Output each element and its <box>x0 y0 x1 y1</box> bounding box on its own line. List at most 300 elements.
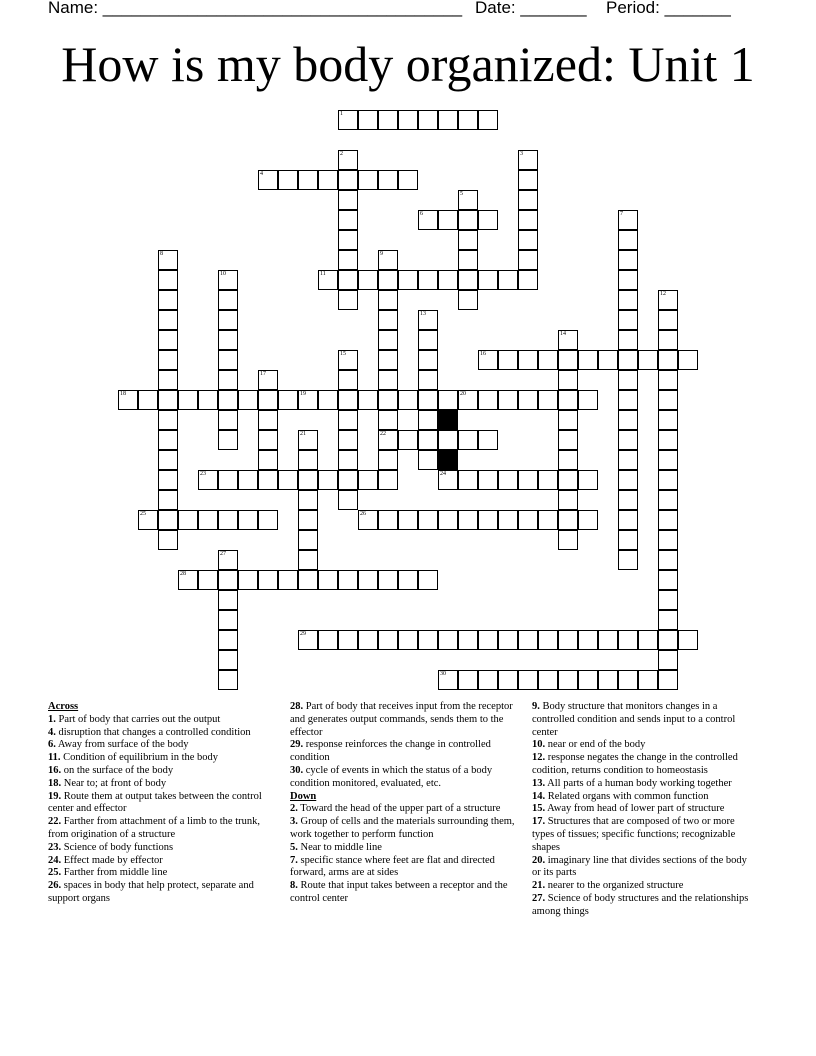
crossword-cell[interactable] <box>158 530 178 550</box>
crossword-cell[interactable] <box>658 370 678 390</box>
crossword-cell[interactable] <box>218 590 238 610</box>
crossword-cell[interactable] <box>618 510 638 530</box>
crossword-cell[interactable] <box>158 470 178 490</box>
crossword-cell[interactable] <box>498 630 518 650</box>
clue-number: 2 <box>340 151 343 157</box>
crossword-cell[interactable] <box>618 430 638 450</box>
crossword-cell[interactable] <box>558 490 578 510</box>
crossword-cell[interactable] <box>538 350 558 370</box>
crossword-cell[interactable] <box>498 670 518 690</box>
clue-down-2 <box>290 803 518 816</box>
crossword-cell[interactable] <box>158 450 178 470</box>
crossword-cell[interactable] <box>578 350 598 370</box>
crossword-cell[interactable] <box>218 310 238 330</box>
crossword-cell[interactable] <box>558 410 578 430</box>
crossword-cell[interactable] <box>618 470 638 490</box>
crossword-cell[interactable] <box>158 510 178 530</box>
clue-across-30 <box>290 765 518 791</box>
crossword-cell[interactable] <box>578 670 598 690</box>
crossword-cell[interactable] <box>658 530 678 550</box>
crossword-cell[interactable] <box>378 510 398 530</box>
crossword-cell[interactable] <box>378 390 398 410</box>
crossword-cell[interactable] <box>418 450 438 470</box>
crossword-cell[interactable] <box>458 110 478 130</box>
crossword-cell[interactable] <box>658 630 678 650</box>
crossword-cell[interactable] <box>378 410 398 430</box>
crossword-cell[interactable] <box>378 310 398 330</box>
clue-text: Near to middle line <box>297 841 382 853</box>
crossword-cell[interactable] <box>218 470 238 490</box>
crossword-cell[interactable] <box>558 390 578 410</box>
crossword-cell[interactable] <box>398 510 418 530</box>
crossword-cell[interactable] <box>578 630 598 650</box>
crossword-cell[interactable] <box>458 510 478 530</box>
crossword-cell[interactable] <box>238 390 258 410</box>
crossword-cell[interactable] <box>618 230 638 250</box>
crossword-cell[interactable] <box>458 250 478 270</box>
crossword-cell[interactable] <box>418 110 438 130</box>
crossword-cell[interactable] <box>378 630 398 650</box>
crossword-cell[interactable] <box>538 390 558 410</box>
clue-number: 4 <box>260 171 263 177</box>
clue-number: 9 <box>380 251 383 257</box>
crossword-cell[interactable] <box>558 470 578 490</box>
crossword-cell[interactable] <box>338 410 358 430</box>
crossword-cell[interactable] <box>358 170 378 190</box>
crossword-cell[interactable] <box>358 470 378 490</box>
crossword-cell[interactable] <box>618 290 638 310</box>
crossword-cell[interactable] <box>338 270 358 290</box>
clue-text: Toward the head of the upper part of a structure <box>297 803 501 815</box>
crossword-cell[interactable] <box>578 390 598 410</box>
crossword-cell[interactable] <box>658 490 678 510</box>
crossword-cell[interactable] <box>478 470 498 490</box>
crossword-cell[interactable] <box>218 410 238 430</box>
clue-text: Route them at output takes between the control center and effector <box>48 790 262 815</box>
clue-text: All parts of a human body working together <box>545 777 732 789</box>
crossword-cell[interactable] <box>218 650 238 670</box>
clue-number-label: 19. <box>48 790 62 802</box>
crossword-cell[interactable] <box>658 450 678 470</box>
crossword-cell[interactable] <box>338 470 358 490</box>
crossword-cell[interactable] <box>538 670 558 690</box>
clue-across-22 <box>48 816 276 842</box>
crossword-cell[interactable] <box>318 170 338 190</box>
crossword-cell[interactable] <box>218 570 238 590</box>
crossword-cell[interactable] <box>458 670 478 690</box>
crossword-cell[interactable] <box>318 570 338 590</box>
crossword-cell[interactable] <box>218 370 238 390</box>
crossword-cell[interactable] <box>198 570 218 590</box>
page-title: How is my body organized: Unit 1 <box>61 36 755 92</box>
clue-text: response negates the change in the controlled codition, returns condition to homeostasis <box>532 752 738 776</box>
crossword-cell[interactable] <box>518 630 538 650</box>
crossword-cell[interactable] <box>618 310 638 330</box>
crossword-cell[interactable] <box>558 510 578 530</box>
crossword-cell[interactable] <box>218 390 238 410</box>
crossword-cell[interactable] <box>258 430 278 450</box>
crossword-cell[interactable] <box>398 570 418 590</box>
crossword-cell[interactable] <box>278 390 298 410</box>
crossword-cell[interactable] <box>258 470 278 490</box>
clue-number-label: 21. <box>532 880 546 892</box>
crossword-cell[interactable] <box>658 390 678 410</box>
crossword-cell[interactable] <box>458 430 478 450</box>
crossword-cell[interactable] <box>338 170 358 190</box>
crossword-cell[interactable] <box>658 410 678 430</box>
crossword-cell[interactable] <box>418 390 438 410</box>
crossword-cell[interactable] <box>418 270 438 290</box>
crossword-cell[interactable] <box>218 630 238 650</box>
crossword-cell[interactable] <box>158 410 178 430</box>
crossword-cell[interactable] <box>478 510 498 530</box>
crossword-cell[interactable] <box>158 370 178 390</box>
crossword-cell[interactable] <box>438 210 458 230</box>
clue-number-label: 8. <box>290 880 298 892</box>
clue-number: 28 <box>180 571 186 577</box>
clue-number-label: 15. <box>532 803 546 815</box>
crossword-cell[interactable] <box>258 510 278 530</box>
crossword-cell[interactable] <box>618 330 638 350</box>
clue-text: spaces in body that help protect, separate and support organs <box>48 880 254 904</box>
crossword-cell[interactable] <box>298 450 318 470</box>
crossword-cell[interactable] <box>198 510 218 530</box>
crossword-cell[interactable] <box>358 110 378 130</box>
clue-across-29 <box>290 739 518 765</box>
crossword-cell[interactable] <box>478 670 498 690</box>
clue-number: 30 <box>440 671 446 677</box>
crossword-cell[interactable] <box>158 430 178 450</box>
crossword-cell[interactable] <box>478 270 498 290</box>
crossword-cell[interactable] <box>398 170 418 190</box>
crossword-cell[interactable] <box>198 390 218 410</box>
crossword-cell[interactable] <box>378 450 398 470</box>
clue-number: 13 <box>420 311 426 317</box>
crossword-cell[interactable] <box>358 390 378 410</box>
clue-number-label: 1. <box>48 713 56 725</box>
crossword-cell[interactable] <box>658 350 678 370</box>
crossword-cell[interactable] <box>638 630 658 650</box>
clue-text: Near to; at front of body <box>61 777 167 789</box>
crossword-cell[interactable] <box>658 430 678 450</box>
crossword-cell[interactable] <box>478 390 498 410</box>
crossword-cell[interactable] <box>478 110 498 130</box>
crossword-cell[interactable] <box>338 370 358 390</box>
crossword-cell[interactable] <box>158 270 178 290</box>
crossword-cell[interactable] <box>258 390 278 410</box>
crossword-cell[interactable] <box>378 350 398 370</box>
crossword-cell[interactable] <box>338 630 358 650</box>
crossword-cell[interactable] <box>658 570 678 590</box>
crossword-cell[interactable] <box>338 390 358 410</box>
crossword-cell[interactable] <box>458 230 478 250</box>
crossword-cell[interactable] <box>358 570 378 590</box>
crossword-cell[interactable] <box>438 110 458 130</box>
crossword-cell[interactable] <box>338 430 358 450</box>
crossword-cell[interactable] <box>578 470 598 490</box>
crossword-cell[interactable] <box>158 330 178 350</box>
crossword-cell[interactable] <box>638 350 658 370</box>
crossword-cell[interactable] <box>458 630 478 650</box>
crossword-cell[interactable] <box>298 530 318 550</box>
crossword-cell[interactable] <box>218 510 238 530</box>
crossword-cell[interactable] <box>478 430 498 450</box>
crossword-cell[interactable] <box>438 510 458 530</box>
clue-across-23 <box>48 842 276 855</box>
clue-text: Away from head of lower part of structure <box>545 803 725 815</box>
clue-down-8 <box>290 880 518 906</box>
crossword-cell[interactable] <box>618 410 638 430</box>
crossword-cell[interactable] <box>618 490 638 510</box>
crossword-cell[interactable] <box>518 390 538 410</box>
clue-number-label: 24. <box>48 854 62 866</box>
clues-column-2 <box>290 701 518 906</box>
clue-text: Farther from middle line <box>61 867 168 879</box>
crossword-cell[interactable] <box>658 330 678 350</box>
clue-number: 29 <box>300 631 306 637</box>
clue-across-11 <box>48 752 276 765</box>
crossword-cell[interactable] <box>438 430 458 450</box>
crossword-cell[interactable] <box>518 670 538 690</box>
crossword-cell[interactable] <box>498 350 518 370</box>
crossword-cell[interactable] <box>558 350 578 370</box>
crossword-cell[interactable] <box>258 410 278 430</box>
crossword-cell[interactable] <box>618 450 638 470</box>
crossword-cell[interactable] <box>478 210 498 230</box>
clue-number-label: 6. <box>48 739 56 751</box>
crossword-cell[interactable] <box>398 630 418 650</box>
crossword-cell[interactable] <box>158 350 178 370</box>
crossword-cell[interactable] <box>178 510 198 530</box>
crossword-cell[interactable] <box>418 570 438 590</box>
clue-number: 5 <box>460 191 463 197</box>
crossword-cell[interactable] <box>578 510 598 530</box>
crossword-cell[interactable] <box>658 650 678 670</box>
crossword-cell[interactable] <box>378 370 398 390</box>
crossword-cell[interactable] <box>398 390 418 410</box>
crossword-cell[interactable] <box>298 570 318 590</box>
crossword-cell[interactable] <box>378 110 398 130</box>
crossword-cell[interactable] <box>278 170 298 190</box>
crossword-cell[interactable] <box>258 450 278 470</box>
crossword-cell[interactable] <box>518 190 538 210</box>
clue-text: Structures that are composed of two or more types of tissues; specific functions; recognizable shapes <box>532 816 736 853</box>
crossword-cell[interactable] <box>178 390 198 410</box>
crossword-cell[interactable] <box>638 670 658 690</box>
crossword-cell[interactable] <box>298 470 318 490</box>
crossword-cell[interactable] <box>498 390 518 410</box>
clue-down-14 <box>532 791 754 804</box>
crossword-cell[interactable] <box>478 630 498 650</box>
crossword-cell[interactable] <box>158 290 178 310</box>
crossword-cell[interactable] <box>238 570 258 590</box>
crossword-cell[interactable] <box>358 270 378 290</box>
crossword-cell[interactable] <box>318 470 338 490</box>
crossword-cell[interactable] <box>398 430 418 450</box>
crossword-cell[interactable] <box>658 310 678 330</box>
crossword-cell[interactable] <box>538 470 558 490</box>
crossword-cell[interactable] <box>158 390 178 410</box>
crossword-cell[interactable] <box>538 630 558 650</box>
crossword-cell[interactable] <box>218 330 238 350</box>
clue-number-label: 9. <box>532 701 540 712</box>
crossword-cell[interactable] <box>598 630 618 650</box>
crossword-cell[interactable] <box>518 350 538 370</box>
clue-number: 14 <box>560 331 566 337</box>
crossword-cell[interactable] <box>338 570 358 590</box>
crossword-cell[interactable] <box>378 290 398 310</box>
clue-number-label: 18. <box>48 777 62 789</box>
crossword-cell[interactable] <box>418 630 438 650</box>
clue-number: 7 <box>620 211 623 217</box>
crossword-cell[interactable] <box>678 350 698 370</box>
crossword-cell[interactable] <box>498 510 518 530</box>
crossword-cell[interactable] <box>658 590 678 610</box>
clue-across-26 <box>48 880 276 906</box>
crossword-cell[interactable] <box>278 570 298 590</box>
crossword-cell[interactable] <box>658 670 678 690</box>
crossword-cell[interactable] <box>518 270 538 290</box>
crossword-cell[interactable] <box>438 630 458 650</box>
crossword-cell[interactable] <box>458 470 478 490</box>
crossword-cell[interactable] <box>418 410 438 430</box>
clue-text: response reinforces the change in controlled condition <box>290 739 491 764</box>
crossword-cell[interactable] <box>458 210 478 230</box>
clue-number: 22 <box>380 431 386 437</box>
clue-text: Body structure that monitors changes in a controlled condition and sends input to a control center <box>532 701 736 738</box>
crossword-cell[interactable] <box>558 670 578 690</box>
crossword-cell[interactable] <box>338 450 358 470</box>
clues-column-1 <box>48 701 276 906</box>
crossword-cell[interactable] <box>278 470 298 490</box>
clue-number: 18 <box>120 391 126 397</box>
clue-number-label: 30. <box>290 764 304 776</box>
clue-down-9 <box>532 701 754 739</box>
crossword-cell[interactable] <box>618 670 638 690</box>
clue-down-17 <box>532 816 754 854</box>
crossword-cell[interactable] <box>418 330 438 350</box>
crossword-cell[interactable] <box>618 390 638 410</box>
crossword-cell[interactable] <box>438 390 458 410</box>
crossword-cell[interactable] <box>258 570 278 590</box>
crossword-cell[interactable] <box>518 210 538 230</box>
crossword-cell[interactable] <box>318 630 338 650</box>
crossword-cell[interactable] <box>618 270 638 290</box>
clue-number: 10 <box>220 271 226 277</box>
crossword-cell[interactable] <box>458 270 478 290</box>
crossword-cell[interactable] <box>558 450 578 470</box>
crossword-cell[interactable] <box>678 630 698 650</box>
crossword-cell[interactable] <box>338 490 358 510</box>
crossword-cell[interactable] <box>298 510 318 530</box>
crossword-cell[interactable] <box>598 350 618 370</box>
crossword-cell[interactable] <box>358 630 378 650</box>
crossword-cell[interactable] <box>338 230 358 250</box>
crossword-cell[interactable] <box>618 350 638 370</box>
crossword-cell[interactable] <box>658 470 678 490</box>
crossword-cell[interactable] <box>458 290 478 310</box>
crossword-cell[interactable] <box>338 250 358 270</box>
crossword-cell[interactable] <box>418 430 438 450</box>
crossword-cell[interactable] <box>398 110 418 130</box>
crossword-cell[interactable] <box>378 470 398 490</box>
crossword-cell[interactable] <box>158 490 178 510</box>
clue-number: 26 <box>360 511 366 517</box>
clue-number-label: 14. <box>532 790 546 802</box>
crossword-cell[interactable] <box>618 530 638 550</box>
clue-text: on the surface of the body <box>61 764 174 776</box>
crossword-cell[interactable] <box>618 370 638 390</box>
crossword-cell[interactable] <box>238 470 258 490</box>
crossword-cell[interactable] <box>618 630 638 650</box>
crossword-cell[interactable] <box>658 510 678 530</box>
crossword-cell[interactable] <box>558 530 578 550</box>
crossword-cell[interactable] <box>298 550 318 570</box>
clue-number-label: 12. <box>532 752 546 764</box>
clue-text: specific stance where feet are flat and directed forward, arms are at sides <box>290 854 495 879</box>
crossword-cell[interactable] <box>518 250 538 270</box>
crossword-cell[interactable] <box>558 370 578 390</box>
crossword-cell[interactable] <box>518 510 538 530</box>
clue-number-label: 25. <box>48 867 62 879</box>
crossword-cell[interactable] <box>298 170 318 190</box>
crossword-cell[interactable] <box>378 170 398 190</box>
clue-across-18 <box>48 778 276 791</box>
crossword-cell[interactable] <box>498 270 518 290</box>
crossword-cell[interactable] <box>418 370 438 390</box>
crossword-cell[interactable] <box>518 170 538 190</box>
crossword-cell[interactable] <box>318 390 338 410</box>
crossword-cell[interactable] <box>218 430 238 450</box>
crossword-cell[interactable] <box>558 630 578 650</box>
crossword-cell[interactable] <box>238 510 258 530</box>
crossword-cell[interactable] <box>298 490 318 510</box>
crossword-cell[interactable] <box>378 330 398 350</box>
clue-across-19 <box>48 791 276 817</box>
crossword-cell[interactable] <box>218 290 238 310</box>
crossword-cell[interactable] <box>398 270 418 290</box>
crossword-cell[interactable] <box>338 190 358 210</box>
crossword-cell[interactable] <box>378 270 398 290</box>
crossword-cell[interactable] <box>618 250 638 270</box>
clue-text: disruption that changes a controlled condition <box>55 726 251 738</box>
crossword-cell[interactable] <box>658 610 678 630</box>
crossword-cell[interactable] <box>518 230 538 250</box>
crossword-cell[interactable] <box>538 510 558 530</box>
clue-number-label: 29. <box>290 739 304 751</box>
crossword-cell[interactable] <box>618 550 638 570</box>
crossword-cell[interactable] <box>518 470 538 490</box>
crossword-cell[interactable] <box>598 670 618 690</box>
crossword-cell[interactable] <box>158 310 178 330</box>
crossword-cell[interactable] <box>378 570 398 590</box>
crossword-cell[interactable] <box>338 290 358 310</box>
crossword-cell[interactable] <box>498 470 518 490</box>
crossword-cell[interactable] <box>658 550 678 570</box>
clue-across-4 <box>48 727 276 740</box>
crossword-cell[interactable] <box>418 510 438 530</box>
crossword-cell[interactable] <box>218 350 238 370</box>
crossword-cell[interactable] <box>338 210 358 230</box>
crossword-cell[interactable] <box>218 610 238 630</box>
crossword-cell[interactable] <box>418 350 438 370</box>
crossword-cell[interactable] <box>138 390 158 410</box>
crossword-cell[interactable] <box>218 670 238 690</box>
crossword-cell[interactable] <box>558 430 578 450</box>
clue-number-label: 4. <box>48 726 56 738</box>
clue-text: nearer to the organized structure <box>545 880 684 892</box>
crossword-cell[interactable] <box>438 270 458 290</box>
